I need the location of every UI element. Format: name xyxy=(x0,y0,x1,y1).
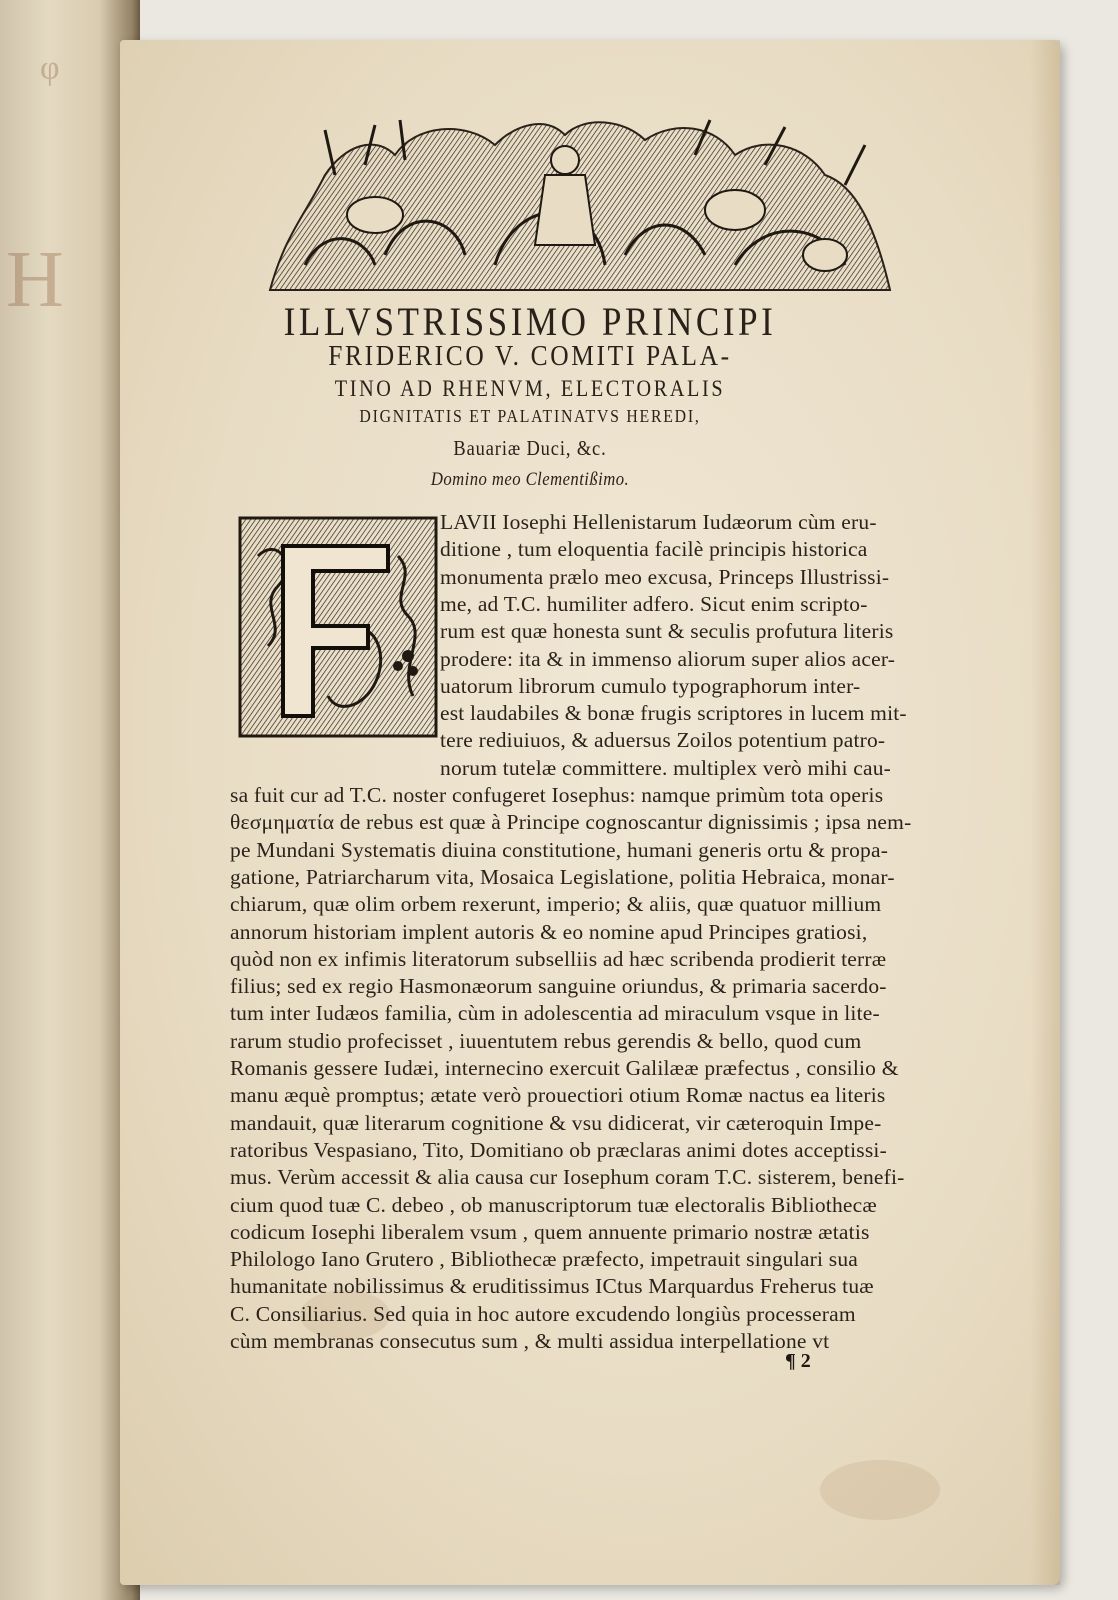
dedication-salutation: Domino meo Clementißimo. xyxy=(430,469,630,490)
body-text-line: est laudabiles & bonæ frugis scriptores in lucem mit- xyxy=(440,701,907,726)
body-text-line: norum tutelæ committere. multiplex verò mihi cau- xyxy=(440,755,892,780)
body-text-line: mus. Verùm accessit & alia causa cur Iosephum coram T.C. sisterem, benefi- xyxy=(230,1165,905,1190)
dedication-line-2: FRIDERICO V. COMITI PALA- xyxy=(328,340,732,372)
body-text-line: ditione , tum eloquentia facilè principis historica xyxy=(440,537,868,562)
body-text-line: monumenta prælo meo excusa, Princeps Illustrissi- xyxy=(440,564,890,589)
decorated-initial-F xyxy=(238,516,438,738)
bleed-through-letter: H xyxy=(6,236,64,324)
body-text-line: θεσμηματία de rebus est quæ à Principe cognoscantur dignissimis ; ipsa nem- xyxy=(230,810,912,835)
woodcut-headpiece xyxy=(265,115,895,295)
body-text-line: Romanis gessere Iudæi, internecino exercuit Galilææ præfectus , consilio & xyxy=(230,1056,899,1080)
book-binding xyxy=(0,0,140,1600)
body-text-line: ratoribus Vespasiano, Tito, Domitiano ob præclaras animi dotes acceptissi- xyxy=(230,1137,887,1162)
body-text-line: rarum studio profecisset , iuuentutem rebus gerendis & bello, quod cum xyxy=(230,1028,862,1053)
body-text-line: gatione, Patriarcharum vita, Mosaica Legislatione, politia Hebraica, monar- xyxy=(230,864,895,889)
dedication-line-4: DIGNITATIS ET PALATINATVS HEREDI, xyxy=(359,406,701,426)
body-text-line: cium quod tuæ C. debeo , ob manuscriptorum tuæ electoralis Bibliothecæ xyxy=(230,1192,877,1217)
body-text-line: LAVII Iosephi Hellenistarum Iudæorum cùm eru- xyxy=(440,510,877,534)
body-text-line: mandauit, quæ literarum cognitione & vsu didicerat, vir cæteroquin Impe- xyxy=(230,1110,882,1135)
body-text-line: tum inter Iudæos familia, cùm in adolescentia ad miraculum vsque in lite- xyxy=(230,1001,880,1026)
body-text-line: chiarum, quæ olim orbem rexerunt, imperio; & aliis, quæ quatuor millium xyxy=(230,892,882,917)
dedication-heading: ILLVSTRISSIMO PRINCIPI xyxy=(283,299,777,344)
body-text-line: prodere: ita & in immenso aliorum super alios acer- xyxy=(440,646,896,671)
body-text-line: manu æquè promptus; ætate verò prouectiori otium Romæ nactus ea literis xyxy=(230,1083,886,1108)
body-text-line: cùm membranas consecutus sum , & multi assidua interpellatione vt xyxy=(230,1329,830,1353)
page-edge xyxy=(1030,40,1060,1585)
dedication-line-3: TINO AD RHENVM, ELECTORALIS xyxy=(334,376,726,401)
body-text-line: uatorum librorum cumulo typographorum inter- xyxy=(440,673,861,698)
bleed-through-glyph: φ xyxy=(40,50,60,87)
body-text-line: annorum historiam implent autoris & eo nomine apud Principes gratiosi, xyxy=(230,919,868,944)
body-text-line: quòd non ex infimis literatorum subselliis ad hæc scribenda prodierit terræ xyxy=(230,946,887,971)
body-text-line: sa fuit cur ad T.C. noster confugeret Iosephus: namque primùm tota operis xyxy=(230,783,884,807)
dedication-line-5: Bauariæ Duci, &c. xyxy=(453,436,607,460)
body-text-line: rum est quæ honesta sunt & seculis profutura literis xyxy=(440,619,894,644)
body-text-line: humanitate nobilissimus & eruditissimus ICtus Marquardus Freherus tuæ xyxy=(230,1274,874,1299)
body-text-line: C. Consiliarius. Sed quia in hoc autore excudendo longiùs processeram xyxy=(230,1301,856,1326)
body-text-line: me, ad T.C. humiliter adfero. Sicut enim scripto- xyxy=(440,591,868,616)
signature-mark: ¶ 2 xyxy=(785,1350,811,1372)
body-text-line: tere rediuiuos, & aduersus Zoilos potentium patro- xyxy=(440,728,886,753)
body-text-line: Philologo Iano Grutero , Bibliothecæ præfecto, impetrauit singulari sua xyxy=(230,1247,859,1272)
body-text-line: filius; sed ex regio Hasmonæorum sanguine oriundus, & primaria sacerdo- xyxy=(230,974,887,999)
body-text-line: codicum Iosephi liberalem vsum , quem annuente primario nostræ ætatis xyxy=(230,1219,870,1244)
body-text-line: pe Mundani Systematis diuina constitutione, humani generis ortu & propa- xyxy=(230,837,889,862)
foxing-spot xyxy=(820,1460,940,1520)
